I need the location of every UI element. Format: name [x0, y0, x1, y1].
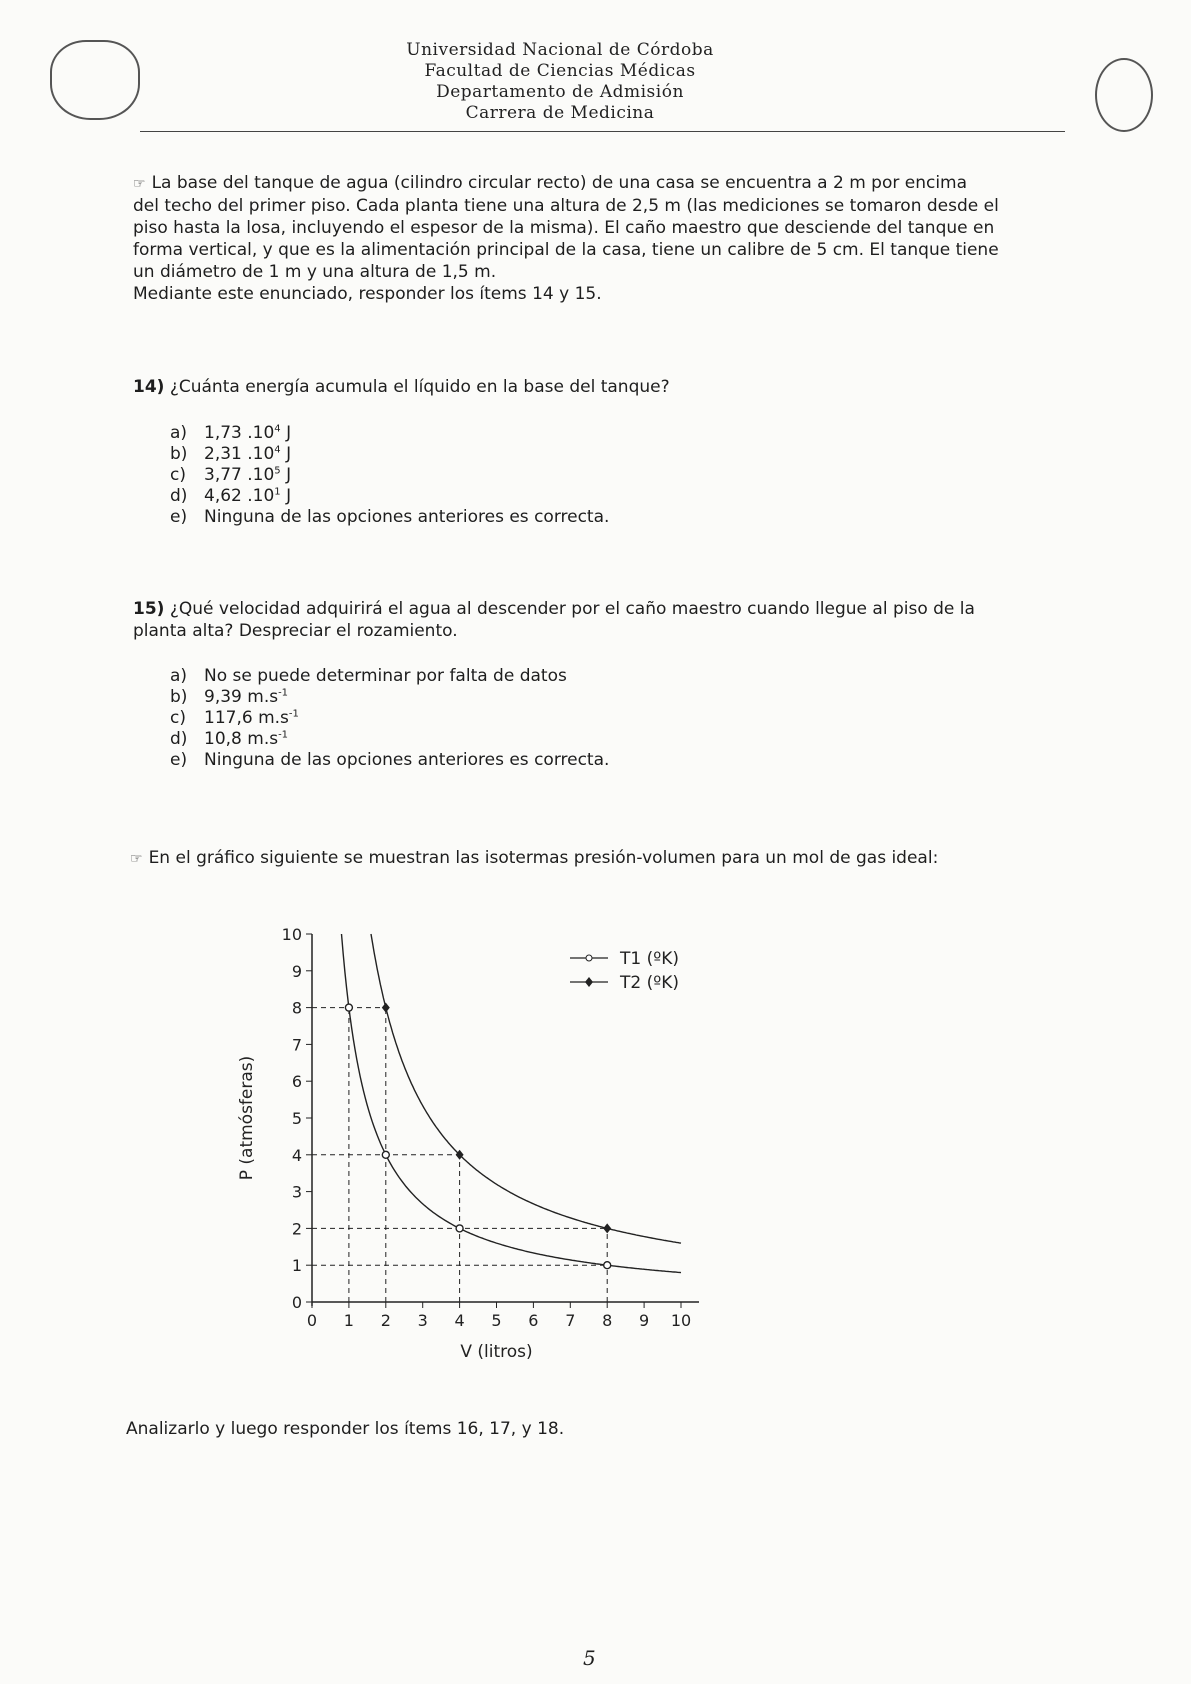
header-line: Carrera de Medicina	[465, 103, 655, 123]
y-tick-label: 9	[291, 961, 302, 981]
y-tick-label: 0	[291, 1293, 302, 1312]
y-tick-label: 1	[291, 1256, 302, 1276]
data-point-t1	[345, 1004, 352, 1011]
x-tick-label: 3	[417, 1311, 428, 1330]
option-item[interactable]: a) No se puede determinar por falta de datos	[170, 666, 567, 686]
page-number: 5	[583, 1646, 596, 1670]
statement-line: Mediante este enunciado, responder los ítems 14 y 15.	[133, 284, 602, 304]
data-point-t1	[604, 1262, 611, 1269]
statement-line: un diámetro de 1 m y una altura de 1,5 m.	[133, 262, 497, 282]
header-line: Facultad de Ciencias Médicas	[424, 61, 696, 81]
data-point-t1	[456, 1225, 463, 1232]
y-tick-label: 3	[291, 1182, 302, 1202]
option-item[interactable]: e) Ninguna de las opciones anteriores es correcta.	[170, 750, 610, 770]
legend-label: T1 (ºK)	[620, 949, 680, 969]
question-text: ¿Cuánta energía acumula el líquido en la base del tanque?	[169, 377, 670, 397]
y-tick-label: 4	[291, 1145, 302, 1165]
x-tick-label: 7	[565, 1311, 576, 1330]
chart-intro: ☞ En el gráfico siguiente se muestran las isotermas presión-volumen para un mol de gas ideal:	[130, 848, 939, 868]
statement-line: piso hasta la losa, incluyendo el espesor de la misma). El caño maestro que desciende del tanque en	[133, 218, 995, 238]
y-tick-label: 5	[291, 1109, 302, 1128]
option-item[interactable]: b) 2,31 $.10^4$ J	[170, 444, 292, 464]
option-item[interactable]: d) 4,62 $.10^1$ J	[170, 486, 292, 506]
x-tick-label: 9	[639, 1311, 650, 1330]
data-point-t2	[382, 1003, 390, 1013]
instruction-text: Analizarlo y luego responder los ítems 16, 17, y 18.	[126, 1419, 565, 1439]
data-point-t1	[382, 1151, 389, 1158]
option-item[interactable]: e) Ninguna de las opciones anteriores es correcta.	[170, 507, 610, 527]
question-number: 15)	[133, 599, 165, 619]
legend-marker-t1	[586, 955, 592, 961]
y-tick-label: 2	[291, 1219, 302, 1239]
question-number: 14)	[133, 377, 165, 397]
x-tick-label: 4	[454, 1311, 465, 1330]
x-tick-label: 6	[528, 1311, 539, 1330]
x-tick-label: 10	[670, 1311, 692, 1330]
y-axis-label: P (atmósferas)	[237, 1055, 257, 1181]
pointing-hand-icon: ☞	[130, 851, 143, 867]
option-item[interactable]: d) 10,8 $m.s^{-1}$	[170, 729, 289, 749]
y-tick-label: 6	[291, 1072, 302, 1092]
x-axis-label: V (litros)	[460, 1342, 533, 1362]
header-line: Universidad Nacional de Córdoba	[406, 40, 714, 60]
y-tick-label: 10	[281, 925, 302, 944]
statement-line: La base del tanque de agua (cilindro circular recto) de una casa se encuentra a 2 m por encima	[151, 173, 968, 193]
x-tick-label: 8	[602, 1311, 613, 1330]
header-line: Departamento de Admisión	[436, 82, 684, 102]
question-text: planta alta? Despreciar el rozamiento.	[133, 621, 458, 641]
x-tick-label: 2	[380, 1311, 391, 1330]
statement-line: del techo del primer piso. Cada planta tiene una altura de 2,5 m (las mediciones se tomaron desde el	[133, 196, 999, 216]
pointing-hand-icon: ☞	[133, 176, 146, 192]
y-tick-label: 7	[291, 1035, 302, 1055]
x-tick-label: 0	[306, 1311, 318, 1330]
statement-line: forma vertical, y que es la alimentación principal de la casa, tiene un calibre de 5 cm. El tanque tiene	[133, 240, 999, 260]
data-point-t2	[603, 1223, 611, 1233]
y-tick-label: 8	[291, 998, 302, 1018]
option-item[interactable]: b) 9,39 $m.s^{-1}$	[170, 687, 289, 707]
x-tick-label: 1	[343, 1311, 354, 1330]
option-item[interactable]: a) 1,73 $.10^4$ J	[170, 423, 292, 443]
option-item[interactable]: c) 117,6 $m.s^{-1}$	[170, 708, 299, 728]
question-text: ¿Qué velocidad adquirirá el agua al descender por el caño maestro cuando llegue al piso de la	[169, 599, 975, 619]
option-item[interactable]: c) 3,77 $.10^5$ J	[170, 465, 292, 485]
legend-marker-t2	[585, 977, 593, 987]
legend-label: T2 (ºK)	[620, 973, 680, 993]
x-tick-label: 5	[491, 1311, 502, 1330]
